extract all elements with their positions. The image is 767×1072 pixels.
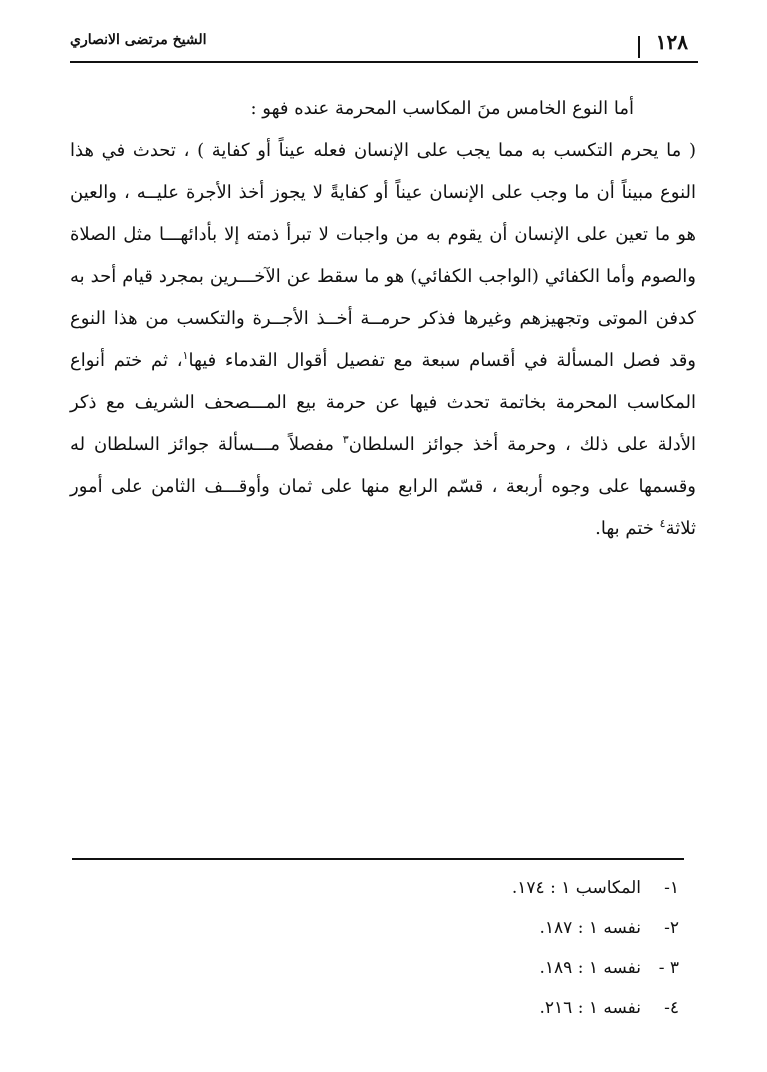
footnote-marker: ٣ xyxy=(342,433,349,446)
footnote-number: ٣ - xyxy=(658,958,679,978)
footnote-text: المكاسب ١ : ١٧٤. xyxy=(511,878,641,898)
header-divider-tick xyxy=(638,36,640,58)
paragraph-segment: مفصلاً مـــسألة جوائز السلطان له وقسمها على وجوه أربعة ، قسّم الرابع منها على ثمان وأوقـــف الثامن على أمور ثلاثة xyxy=(70,434,696,539)
footnote-number: ١- xyxy=(664,878,679,898)
footnote-text: نفسه ١ : ١٨٩. xyxy=(539,958,641,978)
header-rule xyxy=(70,61,698,63)
footnote-marker: ٤ xyxy=(659,517,666,530)
paragraph-segment: ختم بها. xyxy=(595,518,660,539)
body-text xyxy=(70,88,696,550)
main-paragraph xyxy=(70,130,696,550)
footnote-text: نفسه ١ : ١٨٧. xyxy=(539,918,641,938)
page-header xyxy=(70,28,698,60)
footnote-marker: ١ xyxy=(182,349,189,362)
running-title: الشيخ مرتضى الانصاري xyxy=(70,32,207,48)
paragraph-segment: ، ثم ختم أنواع المكاسب المحرمة بخاتمة تحدث فيها عن حرمة بيع المـــصحف الشريف مع ذكر الأدلة على ذلك ، وحرمة أخذ جوائز السلطان xyxy=(70,350,696,455)
footnote-item xyxy=(379,912,679,952)
footnote-text: نفسه ١ : ٢١٦. xyxy=(539,998,641,1018)
footnote-item xyxy=(379,992,679,1032)
page-number: ١٢٨ xyxy=(655,30,688,54)
footnote-number: ٢- xyxy=(664,918,679,938)
footnote-number: ٤- xyxy=(664,998,679,1018)
footnote-item xyxy=(379,872,679,912)
footnote-rule xyxy=(72,858,684,860)
paragraph-segment: ( ما يحرم التكسب به مما يجب على الإنسان فعله عيناً أو كفاية ) ، تحدث في هذا النوع مبيناً أن ما وجب على الإنسان عيناً أو كفايةً لا يجوز أخذ الأجرة عليــه ، والعين هو ما تعين على الإنسان أن يقوم به من واجبات لا تبرأ ذمته إلا بأدائهـــا مثل الصلاة والصوم وأما الكفائي (الواجب الكفائي) هو ما سقط عن الآخـــرين بمجرد قيام أحد به كدفن الموتى وتجهيزهم وغيرها فذكر حرمــة أخــذ الأجــرة والتكسب من هذا النوع وقد فصل المسألة في أقسام سبعة مع تفصيل أقوال القدماء فيها xyxy=(70,140,696,371)
footnote-item xyxy=(379,952,679,992)
intro-line: أما النوع الخامس منَ المكاسب المحرمة عنده فهو : xyxy=(250,98,634,119)
footnotes xyxy=(379,872,679,1032)
